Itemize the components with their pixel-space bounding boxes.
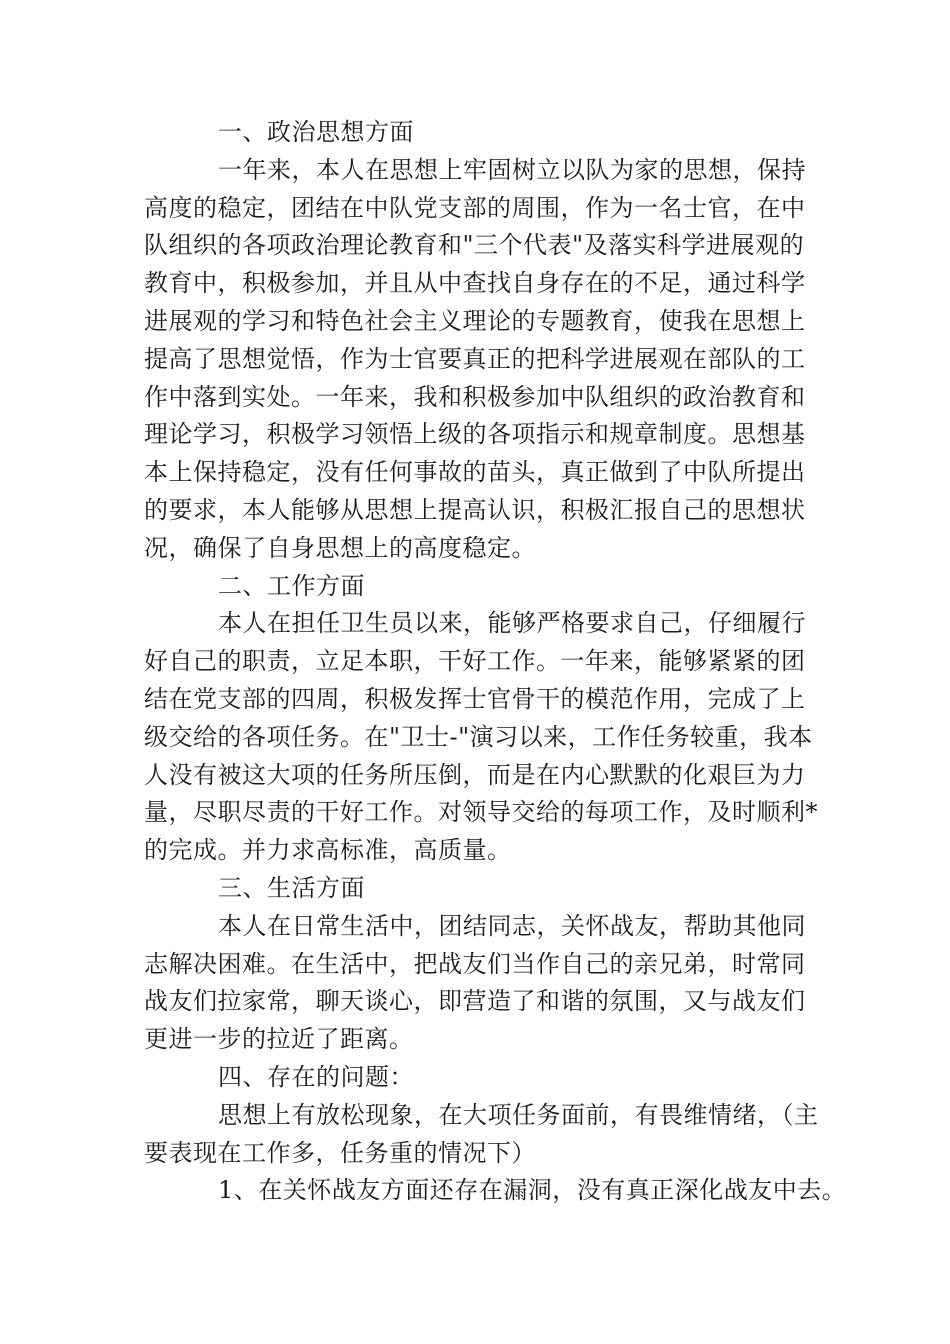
text-line: 战友们拉家常，聊天谈心，即营造了和谐的氛围，又与战友们: [144, 987, 806, 1016]
text-line: 本人在担任卫生员以来，能够严格要求自己，仔细履行: [218, 609, 806, 638]
text-line: 作中落到实处。一年来，我和积极参加中队组织的政治教育和: [144, 382, 806, 411]
text-line: 的要求，本人能够从思想上提高认识，积极汇报自己的思想状: [144, 495, 806, 524]
text-line: 要表现在工作多，任务重的情况下）: [144, 1138, 536, 1167]
text-line: 况，确保了自身思想上的高度稳定。: [144, 533, 536, 562]
text-line: 好自己的职责，立足本职，干好工作。一年来，能够紧紧的团: [144, 647, 806, 676]
text-line: 的完成。并力求高标准，高质量。: [144, 836, 512, 865]
text-line: 队组织的各项政治理论教育和"三个代表"及落实科学进展观的: [144, 231, 805, 260]
text-line: 思想上有放松现象，在大项任务面前，有畏维情绪，（主: [218, 1100, 819, 1129]
text-line: 人没有被这大项的任务所压倒，而是在内心默默的化艰巨为力: [144, 760, 806, 789]
text-line: 高度的稳定，团结在中队党支部的周围，作为一名士官，在中: [144, 193, 806, 222]
text-line: 进展观的学习和特色社会主义理论的专题教育，使我在思想上: [144, 306, 806, 335]
text-line: 1、在关怀战友方面还存在漏洞，没有真正深化战友中去。: [218, 1176, 847, 1205]
document-body: [144, 114, 847, 1210]
text-line: 理论学习，积极学习领悟上级的各项指示和规章制度。思想基: [144, 420, 806, 449]
text-line: 三、生活方面: [218, 873, 365, 902]
text-line: 更进一步的拉近了距离。: [144, 1025, 414, 1054]
text-line: 量，尽职尽责的干好工作。对领导交给的每项工作，及时顺利*: [144, 798, 818, 827]
text-line: 级交给的各项任务。在"卫士-"演习以来，工作任务较重，我本: [144, 722, 813, 751]
text-line: 一、政治思想方面: [218, 118, 414, 146]
text-line: 提高了思想觉悟，作为士官要真正的把科学进展观在部队的工: [144, 344, 806, 373]
text-line: 一年来，本人在思想上牢固树立以队为家的思想，保持: [218, 155, 806, 184]
text-line: 本上保持稳定，没有任何事故的苗头，真正做到了中队所提出: [144, 458, 806, 487]
text-line: 本人在日常生活中，团结同志，关怀战友，帮助其他同: [218, 911, 806, 940]
text-line: 志解决困难。在生活中，把战友们当作自己的亲兄弟，时常同: [144, 949, 806, 978]
text-line: 结在党支部的四周，积极发挥士官骨干的模范作用，完成了上: [144, 684, 806, 713]
text-line: 二、工作方面: [218, 571, 365, 600]
text-line: 四、存在的问题：: [218, 1062, 414, 1091]
text-line: 教育中，积极参加，并且从中查找自身存在的不足，通过科学: [144, 269, 806, 298]
